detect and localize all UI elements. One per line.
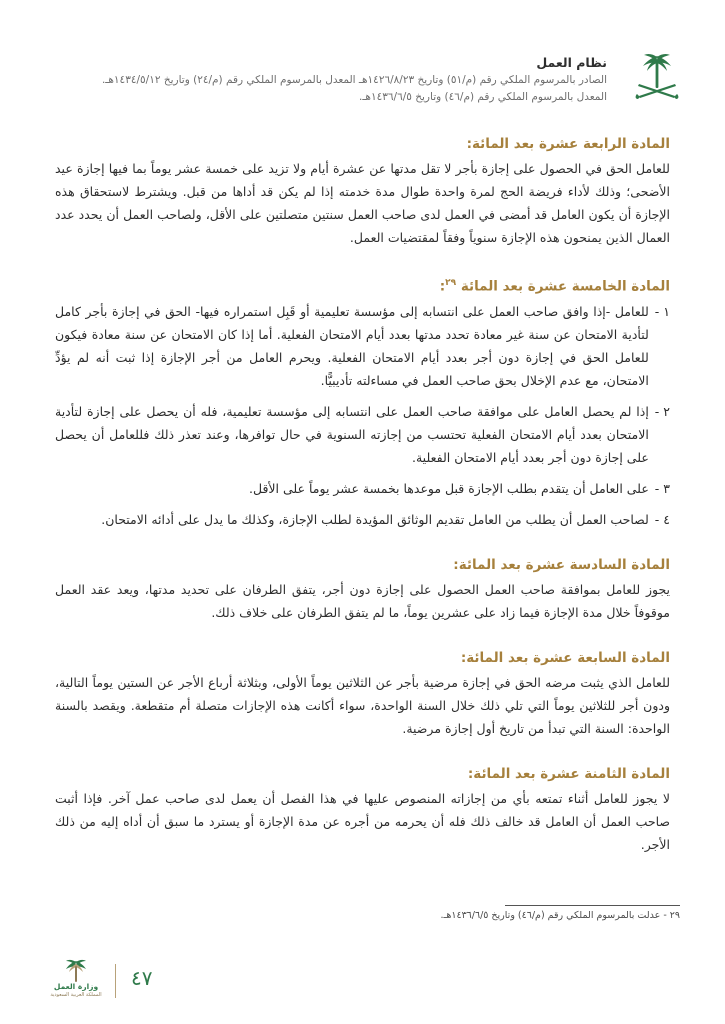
- document-header: [35, 50, 685, 110]
- page-number: ٤٧: [131, 966, 153, 990]
- article-title: [55, 272, 670, 298]
- footnote-reference[interactable]: ٢٩: [445, 278, 457, 288]
- item-text: على العامل أن يتقدم بطلب الإجازة قبل موعدها بخمسة عشر يوماً على الأقل.: [249, 480, 649, 496]
- item-text: للعامل -إذا وافق صاحب العمل على انتسابه إلى مؤسسة تعليمية أو قَبِل استمراره فيها- الحق في إجازة بأجر كامل لتأدية الامتحان عن سنة غير معادة تحدد مدتها بعدد أيام الامتحان الفعلية. أما إذا كان الامتحان عن سنة معادة فيكون للعامل الحق في إجازة دون أجر بعدد أيام الامتحان الفعلية. ويحرم العامل من أجر الإجازة إذا ثبت أنه لم يؤدِّ الامتحان، مع عدم الإخلال بحق صاحب العمل في مساءلته تأديبيًّا.: [55, 303, 649, 388]
- article-title-colon: :: [439, 278, 446, 295]
- article-115: [55, 272, 670, 531]
- article-118: [55, 763, 670, 856]
- article-paragraph: للعامل الحق في الحصول على إجازة بأجر لا تقل مدتها عن عشرة أيام ولا تزيد على خمسة عشر يوماً بما فيها إجازة عيد الأضحى؛ وذلك لأداء فريضة الحج لمرة واحدة طوال مدة خدمته إذا لم يكن قد أداها من قبل. ويشترط لاستحقاق هذه الإجازة أن يكون العامل قد أمضى في العمل لدى صاحب العمل سنتين متصلتين على الأقل، ولصاحب العمل أن يحدد عدد العمال الذين يمنحون هذه الإجازة سنوياً وفقاً لمقتضيات العمل.: [55, 161, 670, 245]
- article-title: المادة السادسة عشرة بعد المائة:: [453, 556, 670, 573]
- header-text: [37, 54, 607, 106]
- article-114: [55, 133, 670, 249]
- document-body: [55, 133, 670, 879]
- footnote-divider: [505, 905, 680, 906]
- article-title: المادة الرابعة عشرة بعد المائة:: [466, 136, 670, 152]
- item-number: ٣ -: [654, 480, 670, 496]
- law-title: نظام العمل: [536, 55, 607, 70]
- article-title: المادة السابعة عشرة بعد المائة:: [460, 649, 670, 666]
- footnote: ٢٩ - عدلت بالمرسوم الملكي رقم (م/٤٦) وتاريخ ١٤٣٦/٦/٥هـ.: [440, 910, 680, 921]
- article-116: [55, 554, 670, 624]
- footer-divider: [115, 964, 116, 998]
- article-117: [55, 647, 670, 740]
- item-number: ١ -: [654, 303, 670, 319]
- item-number: ٤ -: [654, 511, 670, 527]
- article-title: المادة الثامنة عشرة بعد المائة:: [467, 765, 670, 782]
- item-text: لصاحب العمل أن يطلب من العامل تقديم الوثائق المؤيدة لطلب الإجازة، وكذلك ما يدل على أدائه الامتحان.: [101, 511, 649, 527]
- decree-line-2: المعدل بالمرسوم الملكي رقم (م/٤٦) وتاريخ ١٤٣٦/٦/٥هـ.: [359, 91, 607, 103]
- page-footer: [45, 956, 245, 1006]
- article-paragraph: يجوز للعامل بموافقة صاحب العمل الحصول على إجازة دون أجر، يتفق الطرفان على تحديد مدتها، ويعد عقد العمل موقوفاً خلال مدة الإجازة فيما زاد على عشرين يوماً، ما لم يتفق الطرفان على خلاف ذلك.: [55, 581, 670, 620]
- article-item: [55, 300, 670, 392]
- article-paragraph: للعامل الذي يثبت مرضه الحق في إجازة مرضية بأجر عن الثلاثين يوماً الأولى، وبثلاثة أرباع الأجر عن الستين يوماً التالية، ودون أجر للثلاثين يوماً التي تلي ذلك خلال السنة الواحدة، سواء أكانت هذه الإجازات متصلة أم متقطعة. ويقصد بالسنة الواحدة: السنة التي تبدأ من تاريخ أول إجازة مرضية.: [55, 674, 670, 736]
- saudi-emblem-icon: [629, 50, 685, 106]
- article-item: [55, 477, 670, 500]
- article-title-text: المادة الخامسة عشرة بعد المائة: [460, 278, 670, 295]
- article-item: [55, 400, 670, 469]
- decree-line-1: الصادر بالمرسوم الملكي رقم (م/٥١) وتاريخ ١٤٢٦/٨/٢٣هـ المعدل بالمرسوم الملكي رقم (م/٢٤) وتاريخ ١٤٣٤/٥/١٢هـ.: [101, 74, 607, 86]
- article-item: [55, 508, 670, 531]
- ministry-subtitle: المملكة العربية السعودية: [50, 992, 102, 998]
- item-number: ٢ -: [654, 403, 670, 419]
- ministry-name: وزارة العمل: [53, 982, 99, 991]
- item-text: إذا لم يحصل العامل على موافقة صاحب العمل على انتسابه إلى مؤسسة تعليمية، فله أن يحصل على إجازة لتأدية الامتحان بعدد أيام الامتحان الفعلية تحتسب من إجازته السنوية في حال توافرها، وعند تعذر ذلك فللعامل أن يحصل على إجازة دون أجر بعدد أيام الامتحان الفعلية.: [55, 403, 649, 465]
- article-paragraph: لا يجوز للعامل أثناء تمتعه بأي من إجازاته المنصوص عليها في هذا الفصل أن يعمل لدى صاحب عمل آخر. فإذا أثبت صاحب العمل أن العامل قد خالف ذلك فله أن يحرمه من أجره عن مدة الإجازة أو يسترد ما سبق أن أداه إليه من ذلك الأجر.: [55, 790, 670, 852]
